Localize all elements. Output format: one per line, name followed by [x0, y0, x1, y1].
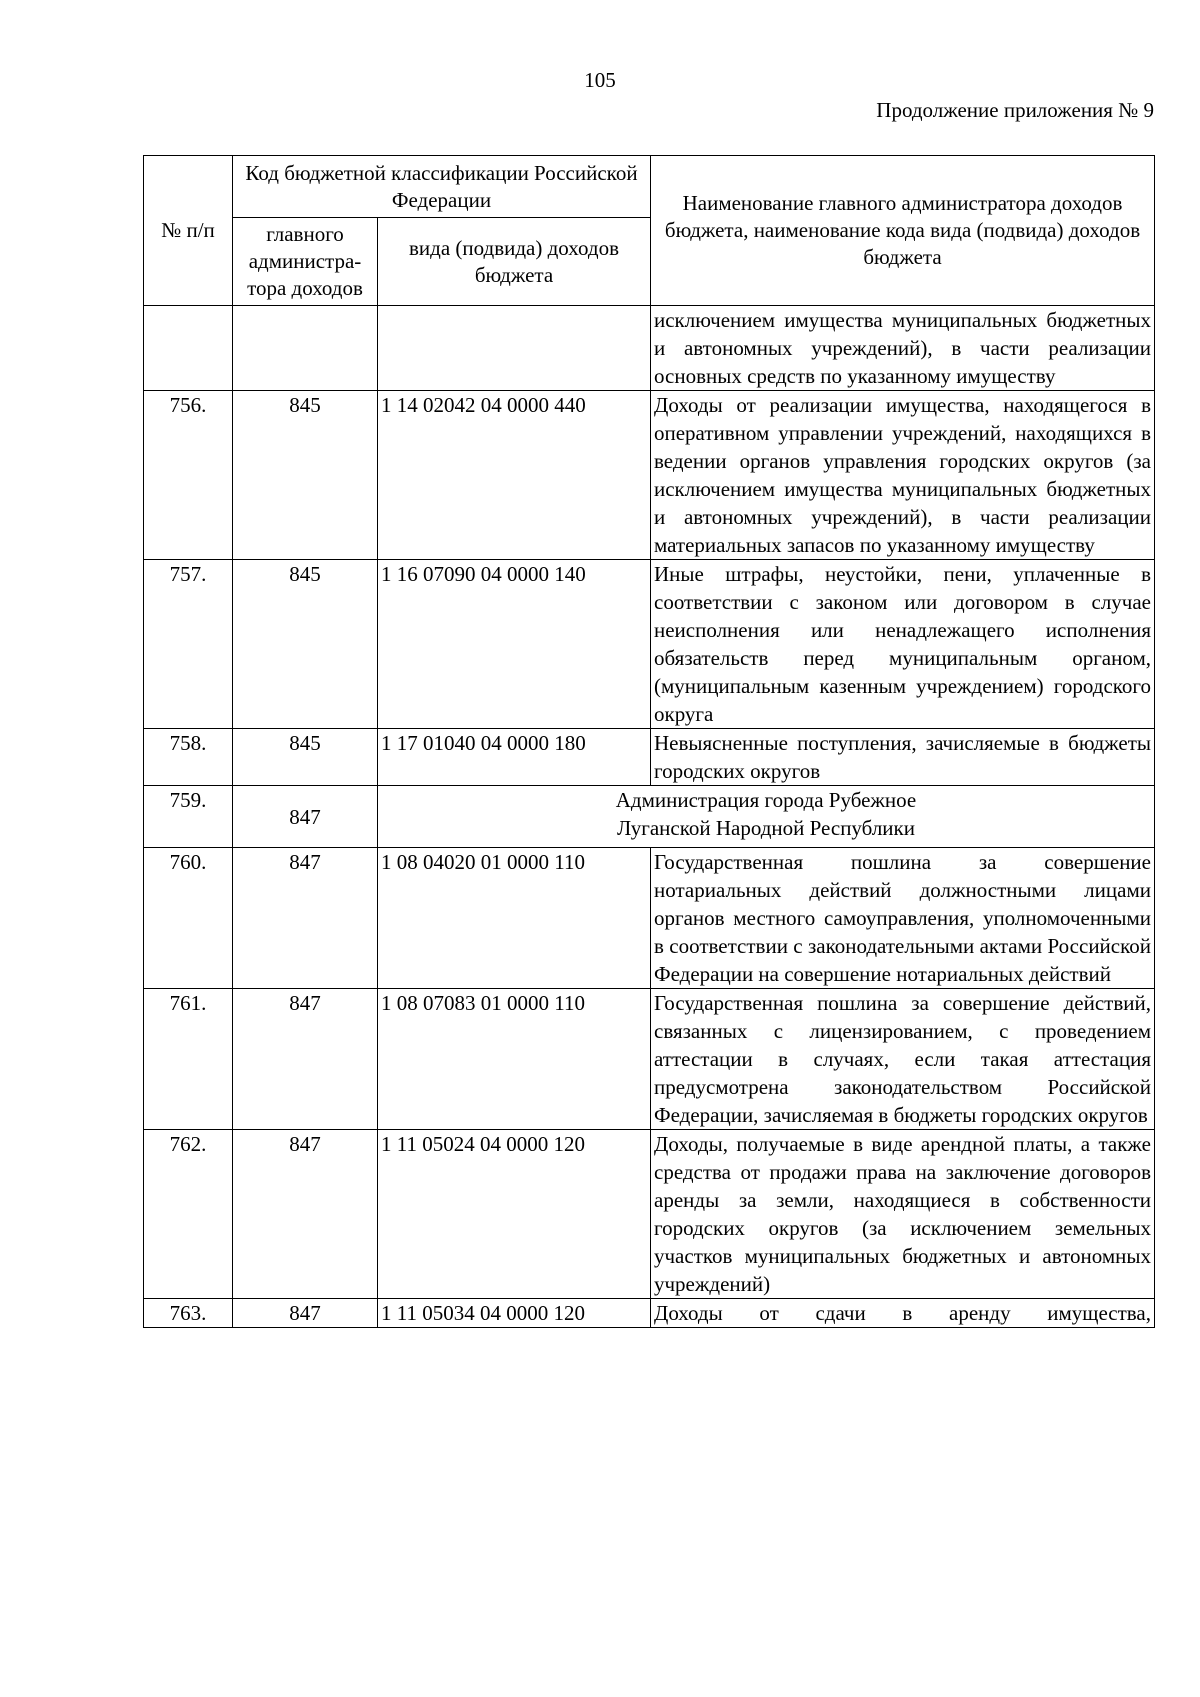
row-num: 758.	[144, 729, 233, 786]
row-income-code: 1 17 01040 04 0000 180	[378, 729, 651, 786]
row-num: 761.	[144, 989, 233, 1130]
header-income-code: вида (подвида) доходов бюджета	[378, 218, 651, 306]
row-name: исключением имущества муниципальных бюджетных и автономных учреждений), в части реализации основных средств по указанному имуществу	[651, 306, 1155, 391]
row-num: 760.	[144, 848, 233, 989]
table-row	[144, 989, 1155, 1130]
row-income-code: 1 11 05024 04 0000 120	[378, 1130, 651, 1299]
header-admin-code: главного администра-тора доходов	[233, 218, 378, 306]
row-income-code: 1 08 04020 01 0000 110	[378, 848, 651, 989]
row-name: Государственная пошлина за совершение нотариальных действий должностными лицами органов местного самоуправления, уполномоченными в соответствии с законодательными актами Российской Федерации на совершение нотариальных действий	[651, 848, 1155, 989]
row-admin-code	[233, 306, 378, 391]
row-name: Доходы от сдачи в аренду имущества,	[651, 1299, 1155, 1328]
row-num: 756.	[144, 391, 233, 560]
row-name: Государственная пошлина за совершение действий, связанных с лицензированием, с проведением аттестации в случаях, если такая аттестация предусмотрена законодательством Российской Федерации, зачисляемая в бюджеты городских округов	[651, 989, 1155, 1130]
budget-classification-table	[143, 155, 1155, 1328]
row-income-code	[378, 306, 651, 391]
row-name: Доходы от реализации имущества, находящегося в оперативном управлении учреждений, находящихся в ведении органов управления городских округов (за исключением имущества муниципальных бюджетных и автономных учреждений), в части реализации материальных запасов по указанному имуществу	[651, 391, 1155, 560]
row-income-code: 1 16 07090 04 0000 140	[378, 560, 651, 729]
section-num: 759.	[144, 786, 233, 848]
row-admin-code: 845	[233, 560, 378, 729]
row-num: 757.	[144, 560, 233, 729]
row-num: 763.	[144, 1299, 233, 1328]
table-row	[144, 560, 1155, 729]
row-admin-code: 845	[233, 729, 378, 786]
row-income-code: 1 14 02042 04 0000 440	[378, 391, 651, 560]
header-num: № п/п	[144, 156, 233, 306]
table-row	[144, 391, 1155, 560]
row-admin-code: 847	[233, 989, 378, 1130]
row-name: Иные штрафы, неустойки, пени, уплаченные в соответствии с законом или договором в случае неисполнения или ненадлежащего исполнения обязательств перед муниципальным органом, (муниципальным казенным учреждением) городского округа	[651, 560, 1155, 729]
header-name: Наименование главного администратора доходов бюджета, наименование кода вида (подвида) доходов бюджета	[651, 156, 1155, 306]
row-num: 762.	[144, 1130, 233, 1299]
row-name: Невыясненные поступления, зачисляемые в бюджеты городских округов	[651, 729, 1155, 786]
row-income-code: 1 11 05034 04 0000 120	[378, 1299, 651, 1328]
table-row	[144, 729, 1155, 786]
row-num	[144, 306, 233, 391]
table-row	[144, 1299, 1155, 1328]
page-number: 105	[584, 68, 616, 92]
table-row	[144, 1130, 1155, 1299]
row-admin-code: 847	[233, 1130, 378, 1299]
section-title-line1: Администрация города Рубежное	[615, 788, 917, 812]
section-admin-code: 847	[233, 786, 378, 848]
section-row-administration	[144, 786, 1155, 848]
section-title-line2: Луганской Народной Республики	[617, 816, 915, 840]
row-income-code: 1 08 07083 01 0000 110	[378, 989, 651, 1130]
section-title	[378, 786, 1155, 848]
row-admin-code: 847	[233, 848, 378, 989]
row-admin-code: 845	[233, 391, 378, 560]
row-admin-code: 847	[233, 1299, 378, 1328]
table-row	[144, 306, 1155, 391]
appendix-continuation-label: Продолжение приложения № 9	[876, 98, 1154, 122]
table-row	[144, 848, 1155, 989]
header-code-group: Код бюджетной классификации Российской Федерации	[233, 156, 651, 218]
row-name: Доходы, получаемые в виде арендной платы, а также средства от продажи права на заключение договоров аренды за земли, находящиеся в собственности городских округов (за исключением земельных участков муниципальных бюджетных и автономных учреждений)	[651, 1130, 1155, 1299]
